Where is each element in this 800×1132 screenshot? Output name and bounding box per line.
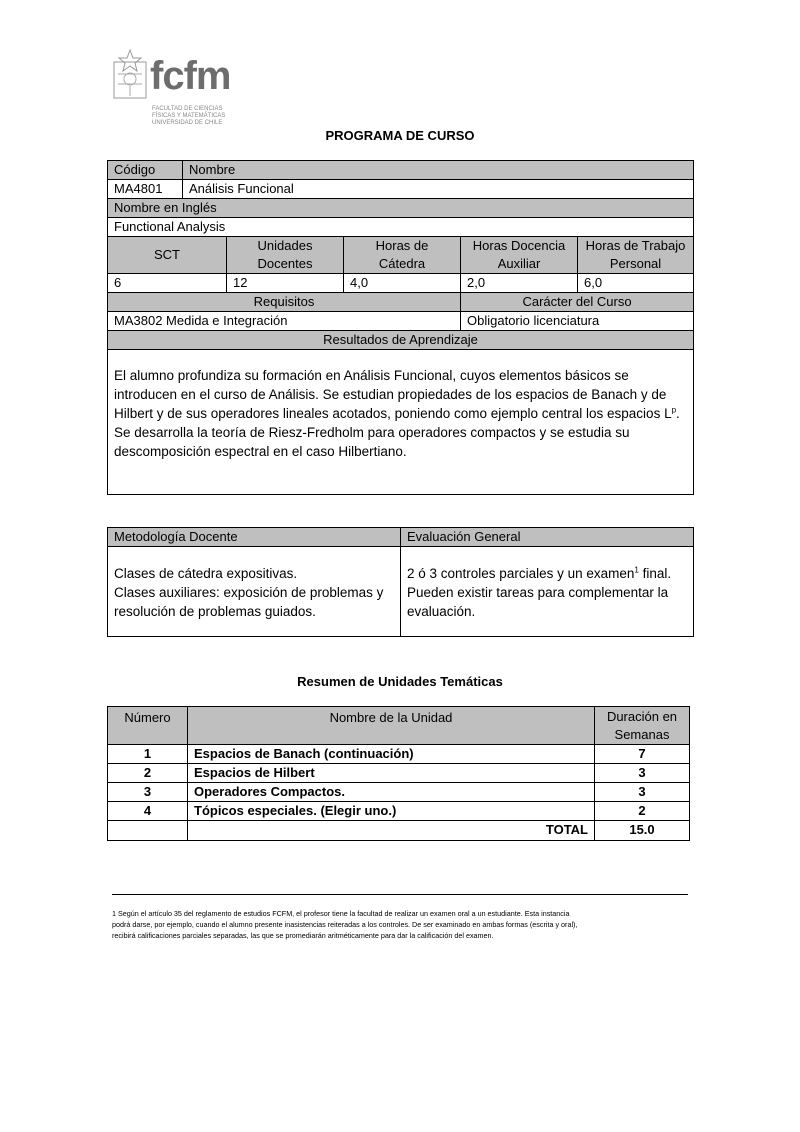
unit-number: 2 bbox=[108, 764, 188, 783]
hours-lecture-label-line2: Cátedra bbox=[378, 256, 426, 271]
evaluation-line-2: Pueden existir tareas para complementar la bbox=[407, 585, 669, 600]
methodology-line-2: Clases auxiliares: exposición de problemas y bbox=[114, 585, 384, 600]
col-name-header: Nombre de la Unidad bbox=[188, 707, 595, 745]
requirements-value: MA3802 Medida e Integración bbox=[108, 312, 461, 331]
unit-weeks: 3 bbox=[595, 764, 690, 783]
hours-aux-label-line2: Auxiliar bbox=[497, 256, 541, 271]
methodology-evaluation-table bbox=[107, 527, 694, 637]
logo-subtitle-3: UNIVERSIDAD DE CHILE bbox=[152, 120, 223, 126]
total-value: 15.0 bbox=[595, 821, 690, 841]
hours-aux-label bbox=[461, 237, 578, 274]
unit-weeks: 2 bbox=[595, 802, 690, 821]
evaluation-text bbox=[401, 547, 694, 637]
unit-name: Espacios de Banach (continuación) bbox=[188, 745, 595, 764]
table-row bbox=[108, 745, 690, 764]
university-logo bbox=[112, 46, 242, 132]
english-name: Functional Analysis bbox=[108, 218, 694, 237]
evaluation-line-1b: final. bbox=[638, 566, 672, 581]
col-duration-header bbox=[595, 707, 690, 745]
evaluation-footnote-ref: 1 bbox=[634, 565, 639, 575]
table-row bbox=[108, 802, 690, 821]
methodology-label: Metodología Docente bbox=[108, 528, 401, 547]
logo-wordmark: fcfm bbox=[150, 54, 231, 98]
unit-weeks: 3 bbox=[595, 783, 690, 802]
course-info-table bbox=[107, 160, 694, 495]
outcomes-label: Resultados de Aprendizaje bbox=[108, 331, 694, 350]
footnote-line-2: podrá darse, por ejemplo, cuando el alumno presente inasistencias reiteradas a los controles. De ser examinado en ambas formas (escrita y oral), bbox=[112, 920, 578, 929]
methodology-line-3: resolución de problemas guiados. bbox=[114, 604, 316, 619]
units-table bbox=[107, 706, 690, 841]
hours-lecture-value: 4,0 bbox=[344, 274, 461, 293]
hours-lecture-label-line1: Horas de bbox=[375, 238, 429, 253]
footnote-line-1: 1 Según el artículo 35 del reglamento de estudios FCFM, el profesor tiene la facultad de realizar un examen oral a un estudiante. Esta instancia bbox=[112, 909, 570, 918]
university-seal-icon bbox=[112, 48, 148, 104]
outcomes-line-5: descomposición espectral en el caso Hilbertiano. bbox=[114, 444, 407, 459]
sct-label: SCT bbox=[108, 237, 227, 274]
outcomes-line-4: Se desarrolla la teoría de Riesz-Fredholm para operadores compactos y se estudia su bbox=[114, 425, 630, 440]
logo-subtitle-2: FÍSICAS Y MATEMÁTICAS bbox=[152, 113, 226, 119]
unit-number: 3 bbox=[108, 783, 188, 802]
page-title: PROGRAMA DE CURSO bbox=[325, 128, 475, 143]
table-row bbox=[108, 764, 690, 783]
hours-aux-label-line1: Horas Docencia bbox=[472, 238, 566, 253]
hours-lecture-label bbox=[344, 237, 461, 274]
hours-personal-label bbox=[578, 237, 694, 274]
logo-subtitle-1: FACULTAD DE CIENCIAS bbox=[152, 106, 223, 112]
evaluation-line-1a: 2 ó 3 controles parciales y un examen bbox=[407, 566, 635, 581]
sct-value: 6 bbox=[108, 274, 227, 293]
table-row bbox=[108, 783, 690, 802]
character-value: Obligatorio licenciatura bbox=[461, 312, 694, 331]
total-row-blank bbox=[108, 821, 188, 841]
outcomes-text bbox=[108, 350, 694, 495]
units-label-line2: Docentes bbox=[257, 256, 313, 271]
hours-personal-value: 6,0 bbox=[578, 274, 694, 293]
unit-name: Operadores Compactos. bbox=[188, 783, 595, 802]
units-section-title: Resumen de Unidades Temáticas bbox=[297, 674, 503, 689]
hours-aux-value: 2,0 bbox=[461, 274, 578, 293]
col-duration-line1: Duración en bbox=[606, 709, 678, 724]
units-label bbox=[227, 237, 344, 274]
hours-personal-label-line1: Horas de Trabajo bbox=[585, 238, 686, 253]
unit-name: Tópicos especiales. (Elegir uno.) bbox=[188, 802, 595, 821]
course-name: Análisis Funcional bbox=[183, 180, 694, 199]
name-label: Nombre bbox=[183, 161, 694, 180]
outcomes-line-3: Hilbert y de sus operadores lineales acotados, poniendo como ejemplo central los espacios L bbox=[114, 406, 672, 421]
evaluation-label: Evaluación General bbox=[401, 528, 694, 547]
footnote bbox=[112, 908, 692, 941]
footnote-line-3: recibirá calificaciones parciales separadas, las que se promediarán aritméticamente para dar la calificación del examen. bbox=[112, 931, 494, 940]
outcomes-period: . bbox=[676, 406, 680, 421]
unit-weeks: 7 bbox=[595, 745, 690, 764]
units-value: 12 bbox=[227, 274, 344, 293]
outcomes-line-1: El alumno profundiza su formación en Análisis Funcional, cuyos elementos básicos se bbox=[114, 368, 629, 383]
col-number-header: Número bbox=[108, 707, 188, 745]
evaluation-line-3: evaluación. bbox=[407, 604, 476, 619]
outcomes-line-2: introducen en el curso de Análisis. Se estudian propiedades de los espacios de Banach y de bbox=[114, 387, 667, 402]
unit-number: 4 bbox=[108, 802, 188, 821]
hours-personal-label-line2: Personal bbox=[609, 256, 662, 271]
unit-number: 1 bbox=[108, 745, 188, 764]
total-label: TOTAL bbox=[188, 821, 595, 841]
code-label: Código bbox=[108, 161, 183, 180]
footnote-separator bbox=[112, 894, 688, 895]
requirements-label: Requisitos bbox=[108, 293, 461, 312]
outcomes-sup: p bbox=[671, 405, 677, 415]
col-duration-line2: Semanas bbox=[614, 727, 670, 742]
english-name-label: Nombre en Inglés bbox=[108, 199, 694, 218]
methodology-text bbox=[108, 547, 401, 637]
course-code: MA4801 bbox=[108, 180, 183, 199]
unit-name: Espacios de Hilbert bbox=[188, 764, 595, 783]
units-label-line1: Unidades bbox=[257, 238, 313, 253]
character-label: Carácter del Curso bbox=[461, 293, 694, 312]
methodology-line-1: Clases de cátedra expositivas. bbox=[114, 566, 298, 581]
